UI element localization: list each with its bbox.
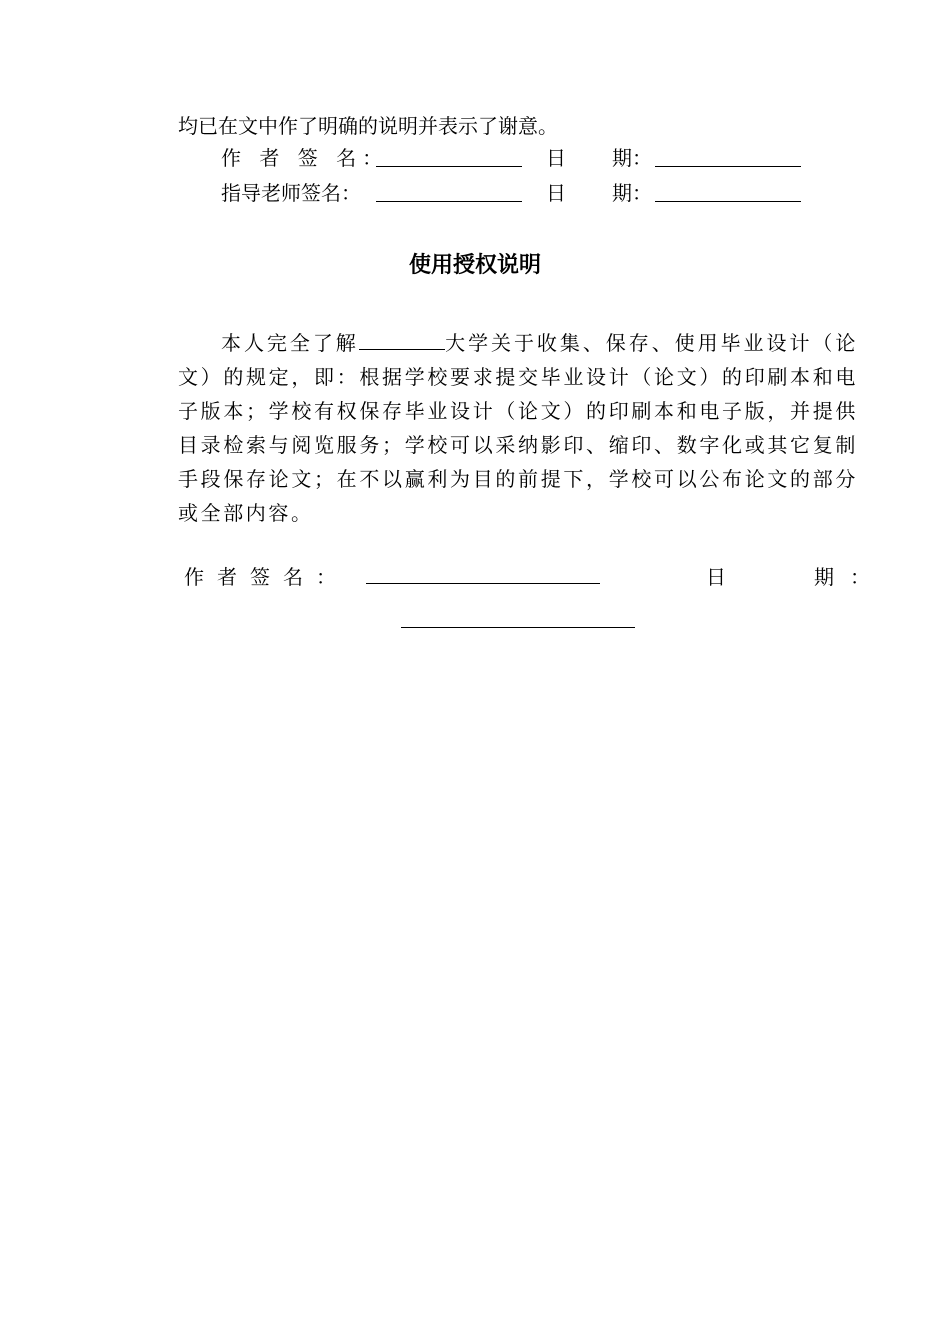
authorization-paragraph-part1: 本人完全了解: [221, 331, 359, 355]
advisor-signature-blank[interactable]: [376, 201, 522, 202]
continuation-text: 均已在文中作了明确的说明并表示了谢意。: [178, 114, 558, 138]
authorization-title: 使用授权说明: [408, 253, 541, 278]
final-signature-row: [184, 562, 870, 592]
advisor-date-blank[interactable]: [655, 201, 801, 202]
university-name-blank[interactable]: [359, 331, 445, 350]
final-date-char-day: 日: [706, 565, 726, 589]
final-author-signature-blank[interactable]: [366, 583, 600, 584]
author-signature-blank[interactable]: [376, 166, 522, 167]
advisor-date-label-day: 日: [546, 181, 566, 205]
author-date-blank[interactable]: [655, 166, 801, 167]
authorization-paragraph: [178, 326, 858, 530]
final-date-blank[interactable]: [401, 627, 635, 628]
advisor-date-label-period: 期：: [612, 181, 652, 205]
author-signature-row: [221, 146, 811, 170]
final-date-colon: ：: [850, 565, 870, 589]
author-signature-label: 作 者 签 名：: [221, 146, 389, 170]
final-author-signature-label: 作者签名：: [184, 565, 349, 589]
advisor-signature-label: 指导老师签名：: [221, 181, 361, 205]
authorization-paragraph-part2: 大学关于收集、保存、使用毕业设计（论文）的规定，即：根据学校要求提交毕业设计（论文）的印刷本和电子版本；学校有权保存毕业设计（论文）的印刷本和电子版，并提供目录检索与阅览服务；学校可以采纳影印、缩印、数字化或其它复制手段保存论文；在不以赢利为目的前提下，学校可以公布论文的部分或全部内容。: [178, 331, 858, 525]
final-date-char-period: 期: [814, 565, 834, 589]
author-date-label-period: 期：: [612, 146, 652, 170]
author-date-label-day: 日: [546, 146, 566, 170]
advisor-signature-row: [221, 181, 811, 205]
